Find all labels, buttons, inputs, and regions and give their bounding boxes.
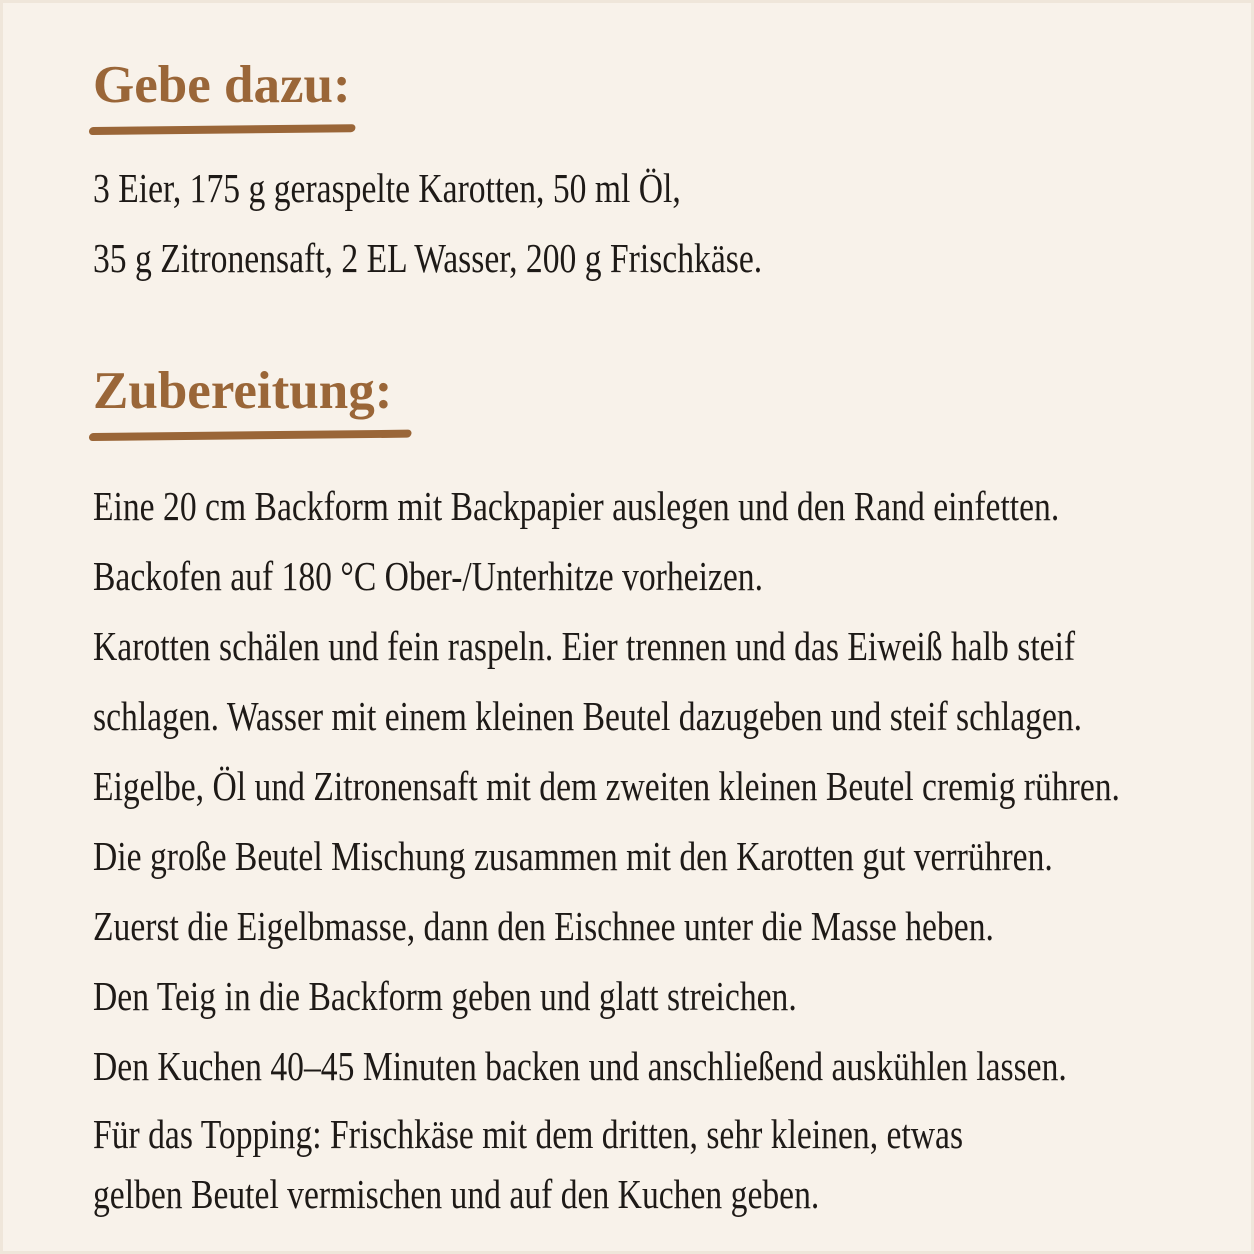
preparation-heading: Zubereitung: bbox=[93, 362, 393, 420]
ingredients-heading-underline bbox=[88, 124, 355, 135]
ingredients-line-2: 35 g Zitronensaft, 2 EL Wasser, 200 g Frischkäse. bbox=[93, 235, 763, 281]
preparation-line-4: schlagen. Wasser mit einem kleinen Beutel dazugeben und steif schlagen. bbox=[93, 693, 1083, 739]
preparation-line-10: Für das Topping: Frischkäse mit dem dritten, sehr kleinen, etwas bbox=[93, 1111, 964, 1157]
preparation-line-6: Die große Beutel Mischung zusammen mit den Karotten gut verrühren. bbox=[93, 833, 1053, 879]
preparation-line-7: Zuerst die Eigelbmasse, dann den Eischnee unter die Masse heben. bbox=[93, 903, 994, 949]
preparation-line-2: Backofen auf 180 °C Ober-/Unterhitze vorheizen. bbox=[93, 553, 763, 599]
preparation-line-1: Eine 20 cm Backform mit Backpapier auslegen und den Rand einfetten. bbox=[93, 483, 1060, 529]
ingredients-line-1: 3 Eier, 175 g geraspelte Karotten, 50 ml Öl, bbox=[93, 165, 681, 211]
preparation-line-3: Karotten schälen und fein raspeln. Eier trennen und das Eiweiß halb steif bbox=[93, 623, 1076, 669]
preparation-line-11: gelben Beutel vermischen und auf den Kuchen geben. bbox=[93, 1171, 820, 1217]
ingredients-heading: Gebe dazu: bbox=[93, 56, 351, 114]
preparation-heading-underline bbox=[88, 430, 411, 441]
preparation-line-8: Den Teig in die Backform geben und glatt streichen. bbox=[93, 973, 797, 1019]
preparation-line-9: Den Kuchen 40–45 Minuten backen und anschließend auskühlen lassen. bbox=[93, 1043, 1067, 1089]
preparation-line-5: Eigelbe, Öl und Zitronensaft mit dem zweiten kleinen Beutel cremig rühren. bbox=[93, 763, 1120, 809]
